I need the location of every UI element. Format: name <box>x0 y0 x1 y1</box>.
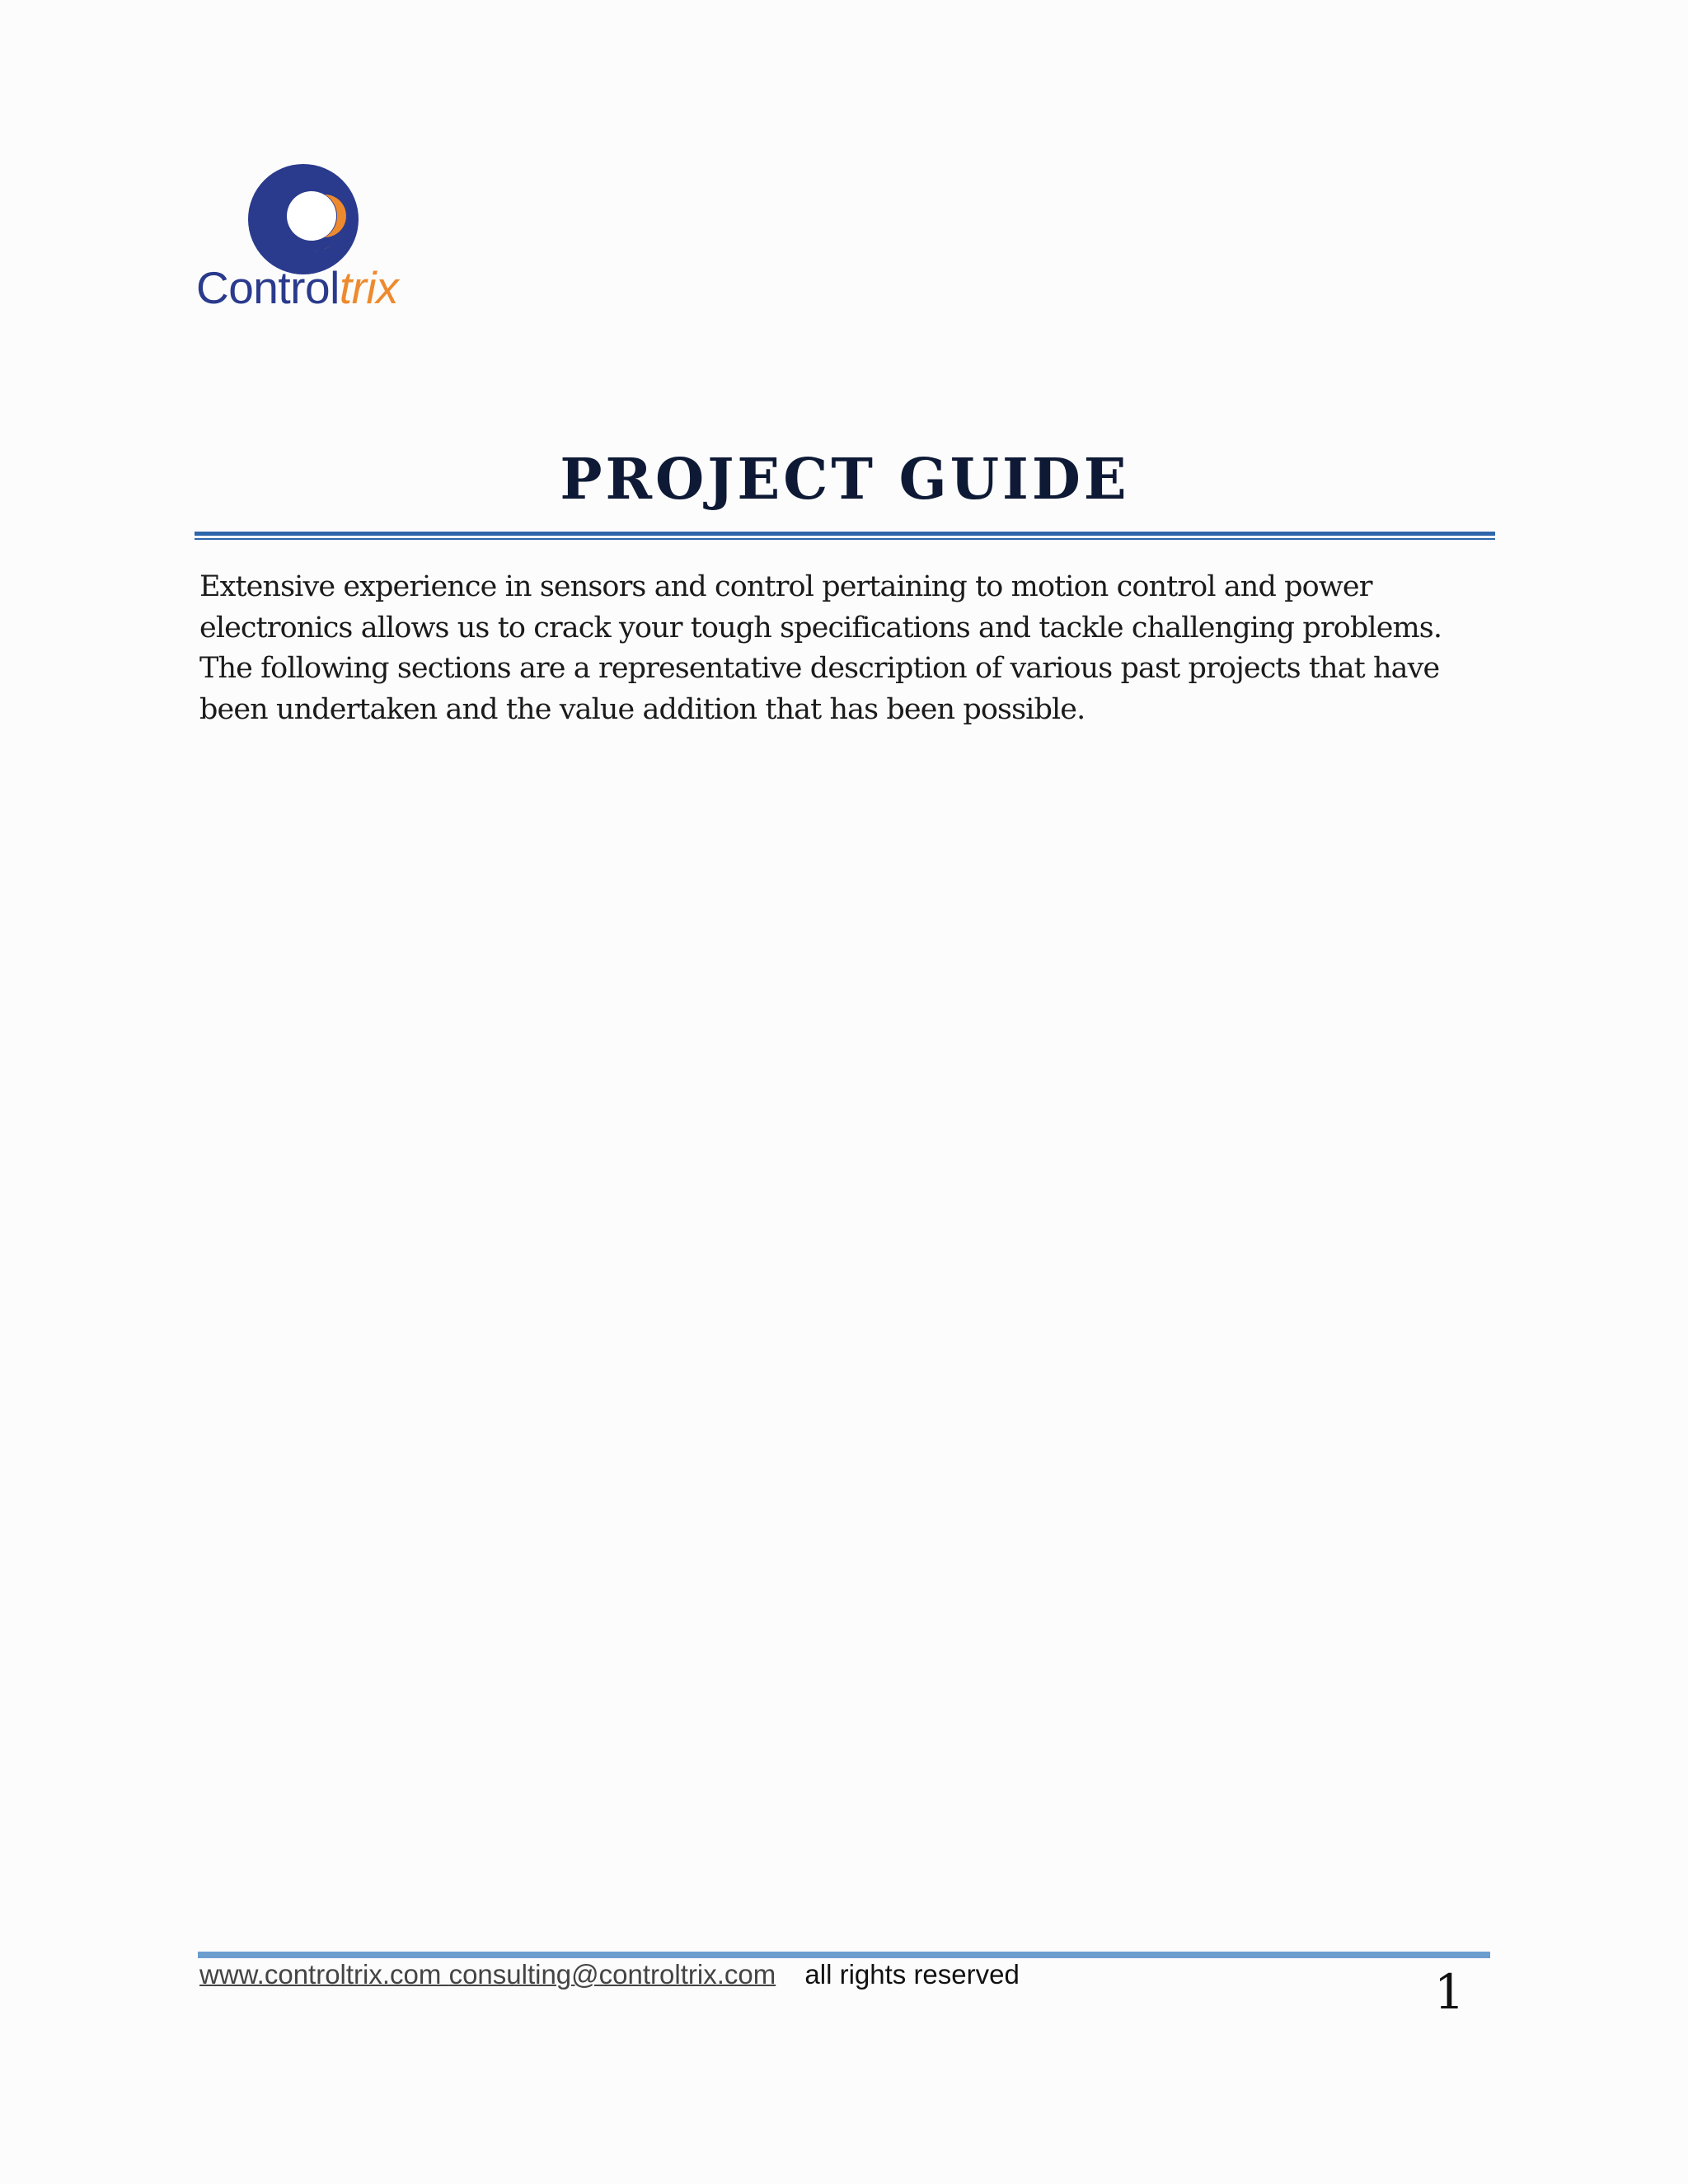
logo-wordmark <box>196 262 399 313</box>
intro-line-4: been undertaken and the value addition that has been possible. <box>199 692 1085 726</box>
page-number: 1 <box>1434 1964 1465 2020</box>
footer <box>199 1957 1020 1993</box>
title-divider-thick <box>195 532 1495 536</box>
logo-mark-icon <box>247 162 363 277</box>
intro-paragraph <box>199 567 1502 730</box>
rights-notice: all rights reserved <box>804 1959 1020 1990</box>
email-link[interactable]: consulting@controltrix.com <box>448 1959 776 1990</box>
logo-word-control: Control <box>196 262 340 313</box>
intro-line-3: The following sections are a representative description of various past projects that have <box>199 652 1440 685</box>
logo-word-trix: trix <box>339 262 399 313</box>
intro-line-1: Extensive experience in sensors and control pertaining to motion control and power <box>199 570 1372 603</box>
title-divider <box>195 532 1495 541</box>
page-title: PROJECT GUIDE <box>560 447 1130 513</box>
website-link[interactable]: www.controltrix.com <box>199 1959 449 1990</box>
controltrix-logo <box>196 162 435 326</box>
title-divider-thin <box>195 538 1495 540</box>
intro-line-2: electronics allows us to crack your tough specifications and tackle challenging problems. <box>199 611 1442 644</box>
